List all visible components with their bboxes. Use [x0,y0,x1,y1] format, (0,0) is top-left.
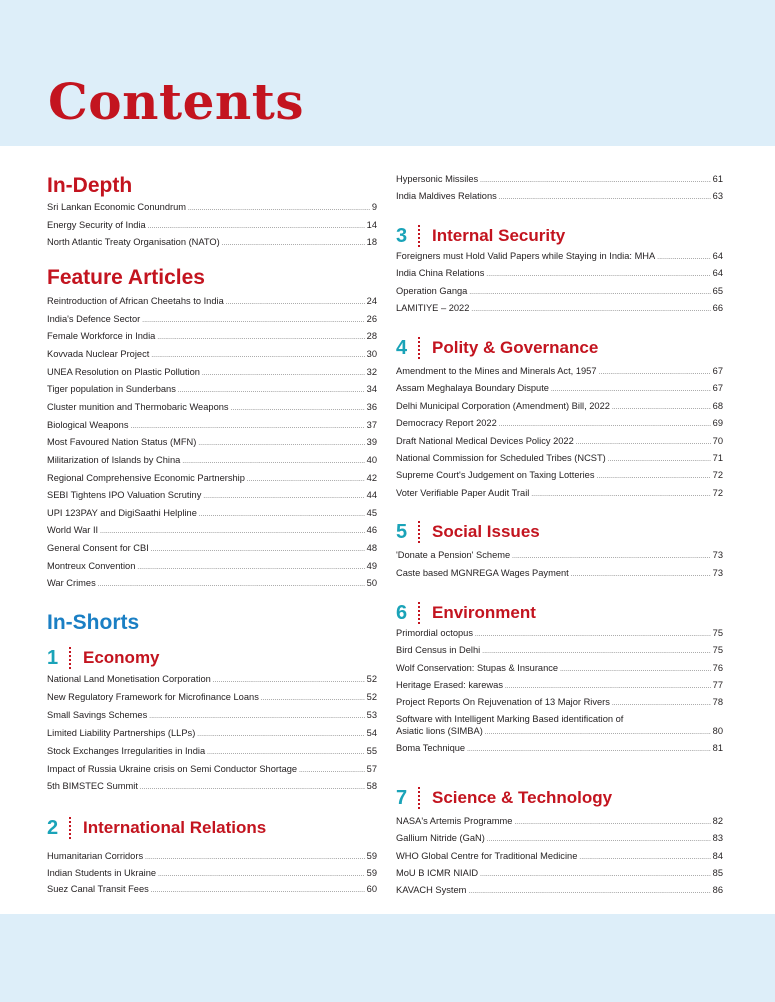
entry-title: LAMITIYE – 2022 [396,303,470,314]
leader-dots [202,371,365,377]
leader-dots [599,370,711,376]
heading-in-shorts: In-Shorts [47,611,140,634]
entry-page: 75 [712,645,723,656]
entry-page: 36 [366,401,377,412]
entry-page: 54 [366,727,377,738]
section-social-issues [396,519,540,545]
entry-title: Delhi Municipal Corporation (Amendment) Bill, 2022 [396,400,610,411]
section-title: Polity & Governance [432,338,599,357]
entry-page: 49 [366,560,377,571]
toc-entry [396,833,723,847]
entry-page: 78 [712,697,723,708]
toc-entry [396,628,723,642]
toc-entry [47,851,377,865]
leader-dots [247,477,365,483]
toc-entry [47,490,377,504]
leader-dots [145,855,365,861]
toc-entry [396,251,723,265]
entry-title: Regional Comprehensive Economic Partnership [47,472,245,483]
toc-entry [396,401,723,415]
entry-page: 70 [712,435,723,446]
entry-title: Democracy Report 2022 [396,418,497,429]
entry-page: 18 [366,237,377,247]
entry-title: India China Relations [396,268,485,279]
entry-title: Boma Technique [396,743,466,753]
toc-entry [396,868,723,882]
toc-entry [396,268,723,282]
entry-title: National Land Monetisation Corporation [47,674,211,684]
leader-dots [480,872,711,878]
entry-page: 81 [712,743,723,753]
entry-page: 77 [712,679,723,690]
section-title: Internal Security [432,226,566,245]
entry-page: 65 [712,285,723,296]
entry-page: 40 [366,454,377,465]
section-divider [418,787,420,809]
toc-entry [47,384,377,398]
entry-title: 'Donate a Pension' Scheme [396,550,511,560]
entry-page: 83 [712,833,723,844]
toc-entry [396,680,723,694]
leader-dots [531,492,710,498]
leader-dots [499,422,711,428]
leader-dots [499,195,711,201]
entry-title: Militarization of Islands by China [47,454,181,465]
leader-dots [469,290,710,296]
toc-entry [47,202,377,216]
toc-entry [47,455,377,469]
entry-title: Montreux Convention [47,560,136,571]
leader-dots [151,353,364,359]
entry-page: 14 [366,219,377,230]
entry-page: 84 [712,850,723,861]
toc-entry [396,174,723,188]
leader-dots [198,441,364,447]
toc-entry [396,286,723,300]
entry-page: 59 [366,851,377,861]
toc-entry [47,868,377,882]
leader-dots [98,582,365,588]
entry-title: NASA's Artemis Programme [396,816,513,826]
entry-page: 52 [366,674,377,684]
leader-dots [579,855,710,861]
entry-title: Supreme Court's Judgement on Taxing Lotteries [396,470,595,481]
entry-page: 61 [712,174,723,184]
leader-dots [560,667,711,673]
entry-title: New Regulatory Framework for Microfinance Loans [47,691,259,702]
entry-page: 76 [712,662,723,673]
entry-page: 44 [366,490,377,501]
entry-page: 67 [712,383,723,394]
entry-page: 26 [366,313,377,324]
entry-title-line2: Asiatic lions (SIMBA) [396,726,483,736]
entry-title: Operation Ganga [396,285,468,296]
toc-entry [47,781,377,795]
entry-page: 86 [712,885,723,896]
entry-title: WHO Global Centre for Traditional Medicine [396,850,578,861]
leader-dots [137,565,364,571]
section-science-technology [396,785,612,811]
leader-dots [207,750,365,756]
leader-dots [512,554,711,560]
section-number: 7 [396,786,408,809]
entry-title: Indian Students in Ukraine [47,867,157,878]
entry-title: Female Workforce in India [47,331,156,342]
leader-dots [130,424,364,430]
entry-page: 66 [712,303,723,314]
entry-title: Impact of Russia Ukraine crisis on Semi Conductor Shortage [47,763,298,774]
leader-dots [514,820,710,826]
toc-entry [47,220,377,234]
entry-title: MoU B ICMR NIAID [396,867,479,878]
entry-title: Heritage Erased: karewas [396,679,503,690]
entry-page: 28 [366,331,377,342]
toc-entry [47,692,377,706]
entry-title: India's Defence Sector [47,313,141,324]
leader-dots [657,255,710,261]
section-environment [396,600,536,626]
entry-page: 46 [366,525,377,536]
leader-dots [482,649,710,655]
leader-dots [149,714,364,720]
toc-entry [396,645,723,659]
entry-page: 73 [712,567,723,578]
section-title: Environment [432,603,536,622]
entry-title: Small Savings Schemes [47,709,148,720]
entry-page: 69 [712,418,723,429]
entry-page: 71 [712,453,723,463]
entry-title: Tiger population in Sunderbans [47,384,176,395]
leader-dots [551,387,711,393]
toc-entry [47,674,377,688]
leader-dots [231,406,365,412]
section-divider [418,337,420,359]
toc-entry [47,578,377,592]
entry-title: Stock Exchanges Irregularities in India [47,745,206,756]
entry-title: Biological Weapons [47,419,129,430]
entry-page: 32 [366,366,377,377]
entry-title: General Consent for CBI [47,543,149,554]
entry-title: Hypersonic Missiles [396,174,479,184]
toc-entry [396,436,723,450]
entry-page: 45 [366,507,377,518]
section-number: 4 [396,336,408,359]
leader-dots [299,768,365,774]
toc-entry [47,884,377,898]
section-divider [418,602,420,624]
toc-entry [47,296,377,310]
toc-entry [396,568,723,582]
entry-title: Reintroduction of African Cheetahs to India [47,296,224,306]
entry-title: Primordial octopus [396,628,473,638]
entry-page: 59 [366,867,377,878]
section-number: 5 [396,520,408,543]
section-title: Social Issues [432,522,540,541]
entry-page: 72 [712,470,723,481]
toc-entry [396,816,723,830]
entry-page: 60 [366,884,377,894]
toc-entry [396,851,723,865]
leader-dots [188,206,370,212]
leader-dots [148,224,365,230]
toc-entry [396,663,723,677]
leader-dots [480,178,711,184]
leader-dots [612,405,711,411]
entry-title: UPI 123PAY and DigiSaathi Helpline [47,507,197,518]
toc-entry [47,237,377,251]
section-divider [418,521,420,543]
leader-dots [571,572,711,578]
section-divider [69,647,71,669]
leader-dots [597,474,711,480]
toc-entry [47,525,377,539]
entry-page: 30 [366,348,377,359]
entry-title: Draft National Medical Devices Policy 2022 [396,435,574,446]
leader-dots [226,300,365,306]
heading-in-depth: In-Depth [47,174,133,197]
entry-page: 24 [366,296,377,306]
toc-entry [47,367,377,381]
toc-entry [396,191,723,205]
section-polity-governance [396,335,598,361]
toc-entry [396,418,723,432]
entry-page: 9 [371,202,377,212]
entry-page: 67 [712,366,723,376]
toc-entry [47,349,377,363]
leader-dots [222,241,365,247]
entry-title: Humanitarian Corridors [47,851,144,861]
entry-title: War Crimes [47,578,96,589]
toc-entry [396,383,723,397]
leader-dots [608,457,711,463]
entry-title: India Maldives Relations [396,190,497,201]
toc-entry [47,437,377,451]
section-divider [418,225,420,247]
entry-title: 5th BIMSTEC Summit [47,781,138,792]
toc-entry [396,550,723,564]
entry-page: 75 [712,628,723,638]
section-number: 1 [47,646,59,669]
leader-dots [213,678,365,684]
heading-feature-articles: Feature Articles [47,266,205,289]
toc-entry [47,746,377,760]
entry-page: 57 [366,763,377,774]
leader-dots [157,335,364,341]
leader-dots [142,318,364,324]
entry-title: Sri Lankan Economic Conundrum [47,202,187,212]
toc-entry [396,470,723,484]
page-title: Contents [48,72,305,131]
entry-title: Gallium Nitride (GaN) [396,833,485,844]
leader-dots [100,529,365,535]
entry-page: 85 [712,867,723,878]
toc-entry [47,420,377,434]
entry-title: Caste based MGNREGA Wages Payment [396,567,569,578]
entry-title: World War II [47,525,99,536]
leader-dots [203,494,364,500]
toc-entry [47,314,377,328]
entry-title: National Commission for Scheduled Tribes (NCST) [396,453,606,463]
toc-entry [47,764,377,778]
leader-dots [151,547,365,553]
leader-dots [140,785,365,791]
entry-page: 58 [366,781,377,792]
leader-dots [475,632,711,638]
leader-dots [485,730,711,736]
entry-title: Cluster munition and Thermobaric Weapons [47,401,229,412]
entry-page: 80 [712,726,723,736]
section-number: 3 [396,224,408,247]
entry-title: UNEA Resolution on Plastic Pollution [47,366,200,377]
leader-dots [261,696,365,702]
toc-entry [396,453,723,467]
leader-dots [505,684,711,690]
entry-page: 64 [712,251,723,261]
entry-title: Suez Canal Transit Fees [47,884,149,894]
toc-entry [47,561,377,575]
section-title: Science & Technology [432,788,613,807]
entry-title: Bird Census in Delhi [396,645,481,656]
section-number: 2 [47,816,59,839]
toc-entry-simba [396,712,723,740]
entry-page: 72 [712,487,723,498]
toc-entry [47,402,377,416]
toc-entry [47,728,377,742]
section-economy [47,645,160,671]
entry-page: 63 [712,190,723,201]
toc-entry [396,303,723,317]
entry-page: 53 [366,709,377,720]
entry-page: 37 [366,419,377,430]
section-divider [69,817,71,839]
section-title: Economy [83,648,160,667]
entry-page: 64 [712,268,723,279]
leader-dots [468,889,710,895]
section-international-relations [47,815,266,841]
toc-entry [396,697,723,711]
entry-title: Wolf Conservation: Stupas & Insurance [396,662,559,673]
leader-dots [178,388,365,394]
entry-title: North Atlantic Treaty Organisation (NATO) [47,237,220,247]
section-title: International Relations [83,818,267,837]
entry-title-line1: Software with Intelligent Marking Based identification of [396,714,624,724]
toc-entry [47,331,377,345]
entry-title: SEBI Tightens IPO Valuation Scrutiny [47,490,202,501]
toc-entry [396,488,723,502]
toc-entry [47,508,377,522]
leader-dots [576,440,711,446]
leader-dots [182,459,364,465]
toc-entry [396,743,723,757]
leader-dots [199,512,365,518]
leader-dots [486,272,710,278]
entry-page: 39 [366,437,377,448]
toc-entry [47,473,377,487]
entry-page: 50 [366,578,377,589]
entry-title: Kovvada Nuclear Project [47,348,150,359]
entry-title: Amendment to the Mines and Minerals Act, 1957 [396,366,597,376]
entry-page: 55 [366,745,377,756]
leader-dots [612,701,711,707]
toc-entry [396,885,723,899]
leader-dots [467,747,711,753]
entry-title: Voter Verifiable Paper Audit Trail [396,487,530,498]
toc-entry [47,543,377,557]
entry-page: 42 [366,472,377,483]
leader-dots [487,837,711,843]
entry-page: 68 [712,400,723,411]
entry-title: Foreigners must Hold Valid Papers while Staying in India: MHA [396,251,656,261]
section-internal-security [396,223,565,249]
entry-title: Limited Liability Partnerships (LLPs) [47,727,196,738]
entry-title: Most Favoured Nation Status (MFN) [47,437,197,448]
leader-dots [197,732,364,738]
entry-page: 48 [366,543,377,554]
entry-page: 82 [712,816,723,826]
section-number: 6 [396,601,408,624]
leader-dots [158,872,365,878]
entry-title: KAVACH System [396,885,467,896]
leader-dots [151,888,365,894]
entry-title: Assam Meghalaya Boundary Dispute [396,383,549,394]
toc-entry [47,710,377,724]
footer-band [0,914,775,1002]
entry-page: 52 [366,691,377,702]
toc-entry [396,366,723,380]
entry-title: Energy Security of India [47,219,146,230]
leader-dots [471,307,710,313]
entry-page: 73 [712,550,723,560]
entry-page: 34 [366,384,377,395]
entry-title: Project Reports On Rejuvenation of 13 Major Rivers [396,697,610,708]
